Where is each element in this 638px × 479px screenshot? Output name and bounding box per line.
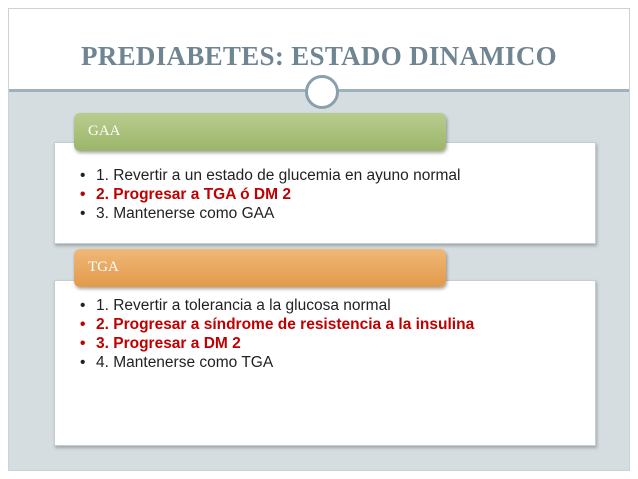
list-item: • 3. Progresar a DM 2 bbox=[80, 334, 500, 353]
tga-header-label: TGA bbox=[88, 259, 119, 275]
slide-title: PREDIABETES: ESTADO DINAMICO bbox=[81, 41, 557, 71]
list-item: • 1. Revertir a un estado de glucemia en ayuno normal bbox=[80, 166, 460, 185]
gaa-items-list bbox=[80, 166, 460, 223]
list-item: • 1. Revertir a tolerancia a la glucosa normal bbox=[80, 296, 500, 315]
decorative-circle-icon bbox=[305, 75, 339, 109]
gaa-header-label: GAA bbox=[88, 123, 121, 139]
tga-header bbox=[74, 249, 446, 287]
slide bbox=[8, 8, 630, 471]
list-item: • 2. Progresar a síndrome de resistencia a la insulina bbox=[80, 315, 500, 334]
tga-items-list bbox=[80, 296, 500, 372]
list-item: • 4. Mantenerse como TGA bbox=[80, 353, 500, 372]
gaa-header bbox=[74, 113, 446, 151]
list-item: • 3. Mantenerse como GAA bbox=[80, 204, 460, 223]
list-item: • 2. Progresar a TGA ó DM 2 bbox=[80, 185, 460, 204]
